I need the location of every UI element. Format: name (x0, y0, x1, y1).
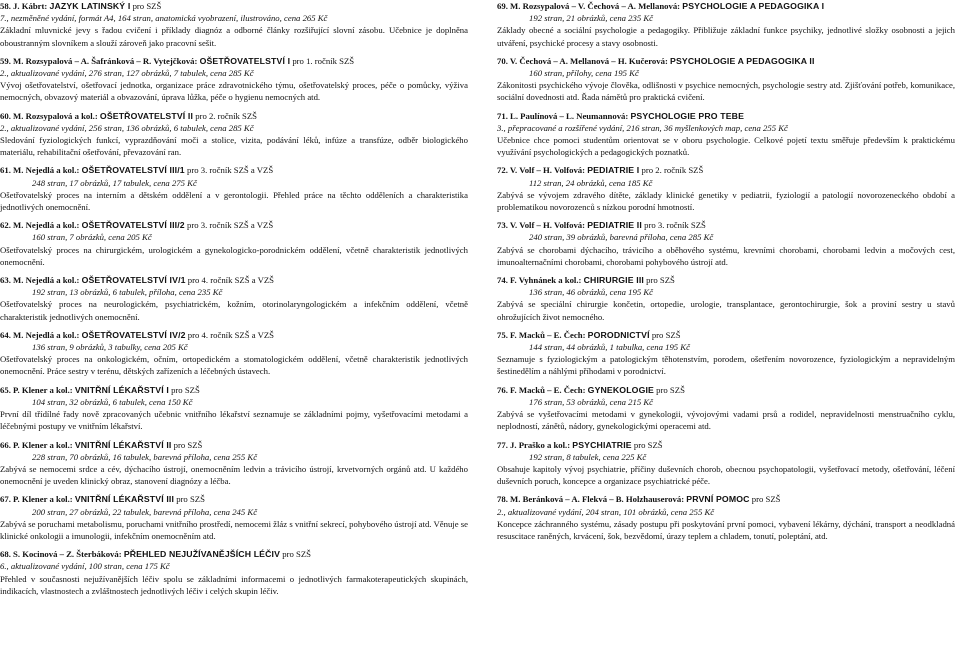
book-title: OŠETŘOVATELSTVÍ IV/1 (81, 275, 186, 286)
book-title: PEDIATRIE II (587, 220, 642, 231)
book-edition-info: 7., nezměněné vydání, formát A4, 164 stran, anatomická vyobrazení, ilustrováno, cena 265 Kč (0, 13, 328, 24)
book-edition-info: 136 stran, 9 obrázků, 3 tabulky, cena 205 Kč (32, 342, 188, 353)
book-heading (0, 164, 468, 176)
book-authors: M. Nejedlá a kol.: (13, 275, 80, 286)
book-heading (497, 0, 955, 12)
book-entry (0, 219, 468, 268)
book-category: pro 2. ročník SZŠ (641, 165, 704, 176)
book-authors: F. Vyhnánek a kol.: (510, 275, 582, 286)
book-authors: P. Klener a kol.: (13, 384, 73, 395)
book-entry (0, 329, 468, 378)
book-description: Vývoj ošetřovatelství, ošetřovací jednotka, organizace práce zdravotnického týmu, ošetřovatelský proces, péče o pomůcky, výživa nemocných, obvazový materiál a obvazování, úprava lůžka, péče o hygienu nemocných atd. (0, 80, 468, 103)
book-category: pro 3. ročník SZŠ a VZŠ (186, 220, 274, 231)
book-authors: V. Čechová – A. Mellanová – H. Kučerová: (509, 55, 668, 66)
book-number: 75. (497, 329, 508, 340)
book-heading (497, 384, 955, 396)
book-authors: M. Rozsypalová a kol.: (13, 110, 98, 121)
book-authors: J. Praško a kol.: (510, 439, 571, 450)
book-title: PORODNICTVÍ (587, 329, 650, 340)
book-description: Seznamuje s fyziologickým a patologickým těhotenstvím, porodem, ošetřením novorozence, fyziologickým a nepravidelným šestinedělím a náhlými příhodami v porodnictví. (497, 354, 955, 377)
book-category: pro SZŠ (751, 494, 781, 505)
book-authors: L. Paulínová – L. Neumannová: (510, 110, 629, 121)
book-heading (0, 55, 468, 67)
book-entry (497, 219, 955, 268)
book-title: OŠETŘOVATELSTVÍ IV/2 (81, 329, 186, 340)
book-authors: V. Volf – H. Volfová: (509, 220, 586, 231)
book-title: PSYCHOLOGIE PRO TEBE (630, 110, 745, 121)
book-authors: P. Klener a kol.: (13, 494, 73, 505)
book-edition-info: 144 stran, 44 obrázků, 1 tabulka, cena 195 Kč (529, 342, 690, 353)
book-heading (497, 329, 955, 341)
book-entry (0, 439, 468, 488)
book-description: Zákonitosti psychického vývoje člověka, odlišnosti v psychice nemocných, psychologie sestry atd. Zjišťování potřeb, komunikace, sociální dovednosti atd. Řada námětů pro praktická cvičení. (497, 80, 955, 103)
book-number: 65. (0, 384, 11, 395)
book-edition-info: 192 stran, 13 obrázků, 6 tabulek, příloha, cena 235 Kč (32, 287, 223, 298)
book-heading (0, 0, 468, 12)
book-entry (497, 439, 955, 488)
book-authors: S. Kocinová – Z. Šterbáková: (13, 549, 122, 560)
book-authors: M. Nejedlá a kol.: (13, 165, 80, 176)
book-title: GYNEKOLOGIE (587, 384, 654, 395)
book-heading (0, 384, 468, 396)
book-description: Sledování fyziologických funkcí, vyprazdňování moči a stolice, vizita, podávání léků, infúze a transfúze, odběr biologického materiálu, rehabilitační ošetřování, převazování ran. (0, 135, 468, 158)
left-column (0, 0, 468, 603)
book-entry (497, 329, 955, 378)
book-edition-info: 240 stran, 39 obrázků, barevná příloha, cena 285 Kč (529, 232, 714, 243)
book-heading (0, 219, 468, 231)
book-category: pro SZŠ (176, 494, 205, 505)
book-category: pro 2. ročník SZŠ (195, 110, 257, 121)
book-description: Základní mluvnické jevy s řadou cvičení i příklady diagnóz a odborné články rozšiřující slovní zásobu. Učebnice je doplněna oboustranným slovníkem a slouží zároveň jako pracovní sešit. (0, 25, 468, 48)
book-entry (497, 55, 955, 104)
book-edition-info: 6., aktualizované vydání, 100 stran, cena 175 Kč (0, 561, 170, 572)
book-edition-info: 3., přepracované a rozšířené vydání, 216 stran, 36 myšlenkových map, cena 255 Kč (497, 122, 788, 133)
book-category: pro SZŠ (646, 275, 675, 286)
book-entry (0, 548, 468, 597)
book-edition-info: 136 stran, 46 obrázků, cena 195 Kč (529, 287, 654, 298)
right-column (497, 0, 955, 548)
book-authors: F. Macků – E. Čech: (510, 329, 586, 340)
book-description: Zabývá se vyšetřovacími metodami v gynekologii, vývojovými vadami prsů a rodidel, nepravidelnosti menstruačního cyklu, neplodností, zánětů, nádory, gynekologickými operacemi atd. (497, 409, 955, 432)
book-heading (0, 493, 468, 505)
book-entry (497, 493, 955, 542)
book-entry (0, 55, 468, 104)
book-number: 61. (0, 165, 11, 176)
book-authors: M. Nejedlá a kol.: (13, 329, 80, 340)
book-description: Zabývá se chorobami dýchacího, trávicího a oběhového systému, krevními chorobami, chorobami ledvin a močových cest, imunoalternačními chorobami, chorobami pohybového ústrojí atd. (497, 244, 955, 267)
book-authors: M. Beránková – A. Flekvá – B. Holzhauserová: (510, 494, 685, 505)
book-description: Zabývá se speciální chirurgie končetin, ortopedie, urologie, transplantace, gerontochirurgie, šok a proviní sestry u stavů ohrožujících život nemocného. (497, 299, 955, 322)
book-heading (497, 110, 955, 122)
book-heading (497, 439, 955, 451)
book-entry (0, 384, 468, 433)
book-category: pro 3. ročník SZŠ a VZŠ (186, 165, 274, 176)
book-description: Zabývá se poruchami metabolismu, poruchami vnitřního prostředí, nemocemi žláz s vnitřní sekrecí, pohybového ústrojí atd. Věnuje se klinické onkologii a imunologii, infekčním onemocněním atd. (0, 518, 468, 541)
book-category: pro SZŠ (282, 549, 311, 560)
book-entry (0, 110, 468, 159)
book-number: 64. (0, 329, 11, 340)
book-authors: P. Klener a kol.: (13, 439, 73, 450)
book-heading (497, 274, 955, 286)
book-title: PEDIATRIE I (587, 165, 640, 176)
book-edition-info: 192 stran, 21 obrázků, cena 235 Kč (529, 13, 654, 24)
book-title: VNITŘNÍ LÉKAŘSTVÍ II (74, 439, 172, 450)
book-title: PSYCHIATRIE (572, 439, 632, 450)
book-edition-info: 248 stran, 17 obrázků, 17 tabulek, cena 275 Kč (32, 177, 197, 188)
book-description: Učebnice chce pomoci studentům orientovat se v oboru psychologie. Celkové pojetí textu směřuje především k praktickému využívání psychologických a pedagogických poznatků. (497, 135, 955, 158)
book-entry (497, 164, 955, 213)
book-authors: V. Volf – H. Volfová: (509, 165, 586, 176)
book-entry (497, 384, 955, 433)
book-authors: M. Rozsypalová – A. Šafránková – R. Vytejčková: (13, 55, 198, 66)
book-entry (0, 164, 468, 213)
book-number: 76. (497, 384, 508, 395)
book-category: pro 1. ročník SZŠ (292, 55, 355, 66)
book-description: Zabývá se nemocemi srdce a cév, dýchacího ústrojí, onemocněním ledvin a trávicího ústrojí, krvetvorných orgánů atd. U každého onemocnění je uveden klinický obraz, stanovení diagnózy a léčba. (0, 463, 468, 487)
book-edition-info: 160 stran, 7 obrázků, cena 205 Kč (32, 232, 152, 243)
book-category: pro SZŠ (173, 439, 203, 450)
book-entry (0, 0, 468, 49)
book-edition-info: 2., aktualizované vydání, 256 stran, 136 obrázků, 6 tabulek, cena 285 Kč (0, 122, 254, 133)
book-description: Ošetřovatelský proces na onkologickém, očním, ortopedickém a stomatologickém oddělení, včetně charakteristik jednotlivých onemocnění. Práce sestry v terénu, dětských zařízeních a léčebných ústavech. (0, 354, 468, 377)
book-edition-info: 160 stran, přílohy, cena 195 Kč (529, 68, 639, 79)
book-category: pro SZŠ (656, 384, 685, 395)
book-description: Zabývá se vývojem zdravého dítěte, základy klinické genetiky v pediatrii, fyziologií a patologií novorozeneckého období a problematikou novorozenců s nízkou porodní hmotností. (497, 189, 955, 213)
book-number: 66. (0, 439, 11, 450)
book-category: pro 3. ročník SZŠ (644, 220, 706, 231)
book-edition-info: 104 stran, 32 obrázků, 6 tabulek, cena 150 Kč (32, 396, 193, 407)
book-number: 59. (0, 55, 11, 66)
book-title: PŘEHLED NEJUŽÍVANĚJŠÍCH LÉČIV (123, 549, 281, 560)
book-category: pro SZŠ (132, 1, 162, 11)
book-number: 63. (0, 275, 11, 286)
book-heading (497, 55, 955, 67)
book-title: PSYCHOLOGIE A PEDAGOGIKA I (682, 1, 825, 11)
book-title: CHIRURGIE III (583, 275, 644, 286)
book-title: PSYCHOLOGIE A PEDAGOGIKA II (670, 55, 815, 66)
book-entry (0, 274, 468, 323)
book-title: PRVNÍ POMOC (686, 494, 750, 505)
book-heading (497, 164, 955, 176)
book-description: Koncepce záchranného systému, zásady postupu při poskytování první pomoci, vybavení lékárny, dýchání, transport a neodkladná resuscitace raněných, krvácení, šok, bezvědomí, úrazy teplem a chladem, tonutí, poleptání, atd. (497, 518, 955, 541)
book-authors: M. Nejedlá a kol.: (13, 220, 80, 231)
book-number: 62. (0, 220, 11, 231)
book-number: 78. (497, 494, 508, 505)
book-entry (0, 493, 468, 542)
book-title: OŠETŘOVATELSTVÍ I (199, 55, 291, 66)
book-edition-info: 176 stran, 53 obrázků, cena 215 Kč (529, 396, 654, 407)
book-edition-info: 228 stran, 70 obrázků, 16 tabulek, barevná příloha, cena 255 Kč (32, 451, 258, 462)
book-description: První díl třídílné řady nově zpracovaných učebnic vnitřního lékařství seznamuje se základními pojmy, vyšetřovacími metodami a léčebnými postupy ve vnitřním lékařství. (0, 409, 468, 432)
book-edition-info: 192 stran, 8 tabulek, cena 225 Kč (529, 451, 647, 462)
book-authors: M. Rozsypalová – V. Čechová – A. Mellanová: (510, 1, 681, 11)
book-heading (497, 219, 955, 231)
book-title: OŠETŘOVATELSTVÍ II (99, 110, 194, 121)
book-number: 77. (497, 439, 508, 450)
book-title: VNITŘNÍ LÉKAŘSTVÍ I (74, 384, 169, 395)
book-description: Ošetřovatelský proces na interním a dětském oddělení a v gerontologii. Přehled práce na těchto odděleních a charakteristika jednotlivých onemocnění. (0, 189, 468, 213)
book-number: 71. (497, 110, 508, 121)
book-description: Ošetřovatelský proces na neurologickém, psychiatrickém, kožním, otorinolaryngologickém a infekčním oddělení, včetně charakteristik jednotlivých onemocnění. (0, 299, 468, 322)
book-category: pro SZŠ (633, 439, 663, 450)
book-number: 58. (0, 1, 11, 11)
book-category: pro 4. ročník SZŠ a VZŠ (187, 275, 275, 286)
book-entry (497, 110, 955, 159)
book-number: 67. (0, 494, 11, 505)
book-heading (0, 548, 468, 560)
book-heading (0, 329, 468, 341)
book-number: 60. (0, 110, 11, 121)
book-heading (0, 439, 468, 451)
book-edition-info: 112 stran, 24 obrázků, cena 185 Kč (529, 177, 653, 188)
book-edition-info: 200 stran, 27 obrázků, 22 tabulek, barevná příloha, cena 245 Kč (32, 506, 258, 517)
book-number: 70. (497, 55, 508, 66)
book-number: 72. (497, 165, 508, 176)
book-edition-info: 2., aktualizované vydání, 204 stran, 101 obrázků, cena 255 Kč (497, 506, 715, 517)
book-category: pro SZŠ (651, 329, 681, 340)
book-title: OŠETŘOVATELSTVÍ III/2 (81, 220, 185, 231)
book-number: 69. (497, 1, 508, 11)
book-edition-info: 2., aktualizované vydání, 276 stran, 127 obrázků, 7 tabulek, cena 285 Kč (0, 68, 254, 79)
book-heading (0, 110, 468, 122)
book-number: 68. (0, 549, 11, 560)
book-number: 73. (497, 220, 508, 231)
book-authors: J. Kábrt: (13, 1, 48, 11)
book-category: pro SZŠ (171, 384, 200, 395)
book-entry (497, 274, 955, 323)
book-title: VNITŘNÍ LÉKAŘSTVÍ III (74, 494, 175, 505)
book-category: pro 4. ročník SZŠ a VZŠ (187, 329, 275, 340)
book-title: JAZYK LATINSKÝ I (49, 1, 131, 11)
book-description: Ošetřovatelský proces na chirurgickém, urologickém a gynekologicko-porodnickém oddělení, včetně charakteristik jednotlivých onemocnění. (0, 244, 468, 267)
book-heading (0, 274, 468, 286)
book-entry (497, 0, 955, 49)
book-authors: F. Macků – E. Čech: (510, 384, 586, 395)
book-title: OŠETŘOVATELSTVÍ III/1 (81, 165, 185, 176)
book-description: Přehled v současnosti nejužívanějších léčiv spolu se základními informacemi o jednotlivých farmakoterapeutických skupinách, indikacích, vlastnostech a zvláštnostech jednotlivých léčiv i celých skupin léčiv. (0, 573, 468, 596)
book-heading (497, 493, 955, 505)
book-description: Základy obecné a sociální psychologie a pedagogiky. Přibližuje základní funkce psychiky, jednotlivé složky osobnosti a jejich utváření, psychické procesy a stavy osobnosti. (497, 25, 955, 48)
book-description: Obsahuje kapitoly vývoj psychiatrie, příčiny duševních chorob, obecnou psychopatologii, vyšetřovací metody, ošetřování, léčení duševních poruch, koncepce a organizace psychiatrické péče. (497, 463, 955, 487)
book-number: 74. (497, 275, 508, 286)
